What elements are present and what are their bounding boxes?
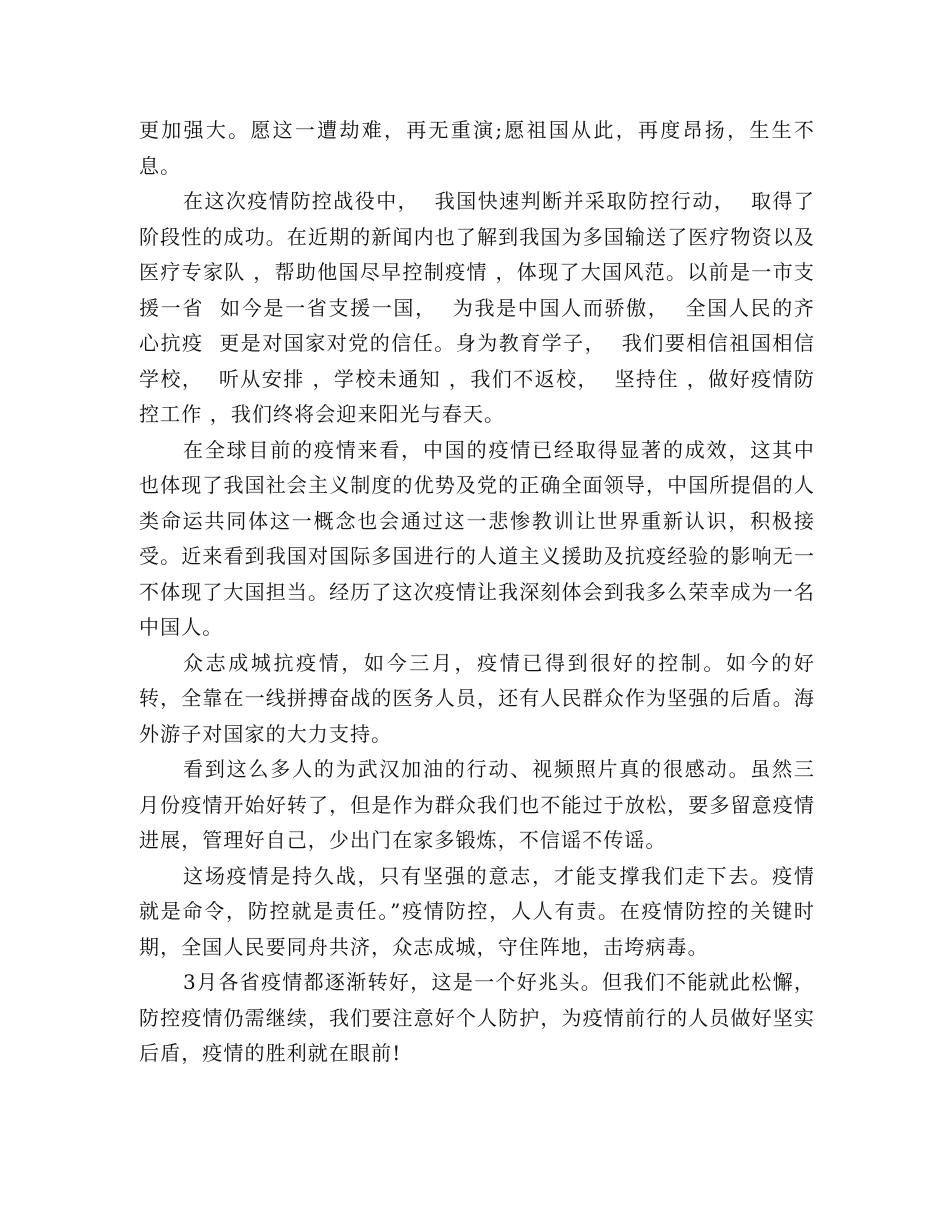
paragraph-march-provinces: 3月各省疫情都逐渐转好，这是一个好兆头。但我们不能就此松懈，防控疫情仍需继续，我们要注意好个人防护，为疫情前行的人员做好坚实后盾，疫情的胜利就在眼前!: [139, 970, 815, 1065]
paragraph-protracted-war: 这场疫情是持久战，只有坚强的意志，才能支撑我们走下去。疫情就是命令，防控就是责任。”疫情防控，人人有责。在疫情防控的关键时期，全国人民要同舟共济，众志成城，守住阵地，击垮病毒。: [139, 863, 815, 959]
paragraph-global-situation: 在全球目前的疫情来看，中国的疫情已经取得显著的成效，这其中也体现了我国社会主义制度的优势及党的正确全面领导，中国所提倡的人类命运共同体这一概念也会通过这一悲惨教训让世界重新认识，积极接受。近来看到我国对国际多国进行的人道主义援助及抗疫经验的影响无一不体现了大国担当。经历了这次疫情让我深刻体会到我多么荣幸成为一名中国人。: [139, 437, 815, 639]
paragraph-prevention-battle: 在这次疫情防控战役中， 我国快速判断并采取防控行动， 取得了阶段性的成功。在近期的新闻内也了解到我国为多国输送了医疗物资以及医疗专家队 ，帮助他国尽早控制疫情 ，体现了大国风范。以前是一市支援一省 如今是一省支援一国， 为我是中国人而骄傲， 全国人民的齐心抗疫 更是对国家对党的信任。身为教育学子， 我们要相信祖国相信学校， 听从安排 ，学校未通知 ，我们不返校， 坚持住 ，做好疫情防控工作 ，我们终将会迎来阳光与春天。: [139, 189, 815, 426]
paragraph-united-march: 众志成城抗疫情，如今三月，疫情已得到很好的控制。如今的好转，全靠在一线拼搏奋战的医务人员，还有人民群众作为坚强的后盾。海外游子对国家的大力支持。: [139, 650, 815, 746]
document-body: [139, 113, 815, 1072]
paragraph-wuhan-support: 看到这么多人的为武汉加油的行动、视频照片真的很感动。虽然三月份疫情开始好转了，但是作为群众我们也不能过于放松，要多留意疫情进展，管理好自己，少出门在家多锻炼，不信谣不传谣。: [139, 757, 815, 852]
paragraph-continuation: 更加强大。愿这一遭劫难，再无重演;愿祖国从此，再度昂扬，生生不息。: [139, 118, 815, 178]
